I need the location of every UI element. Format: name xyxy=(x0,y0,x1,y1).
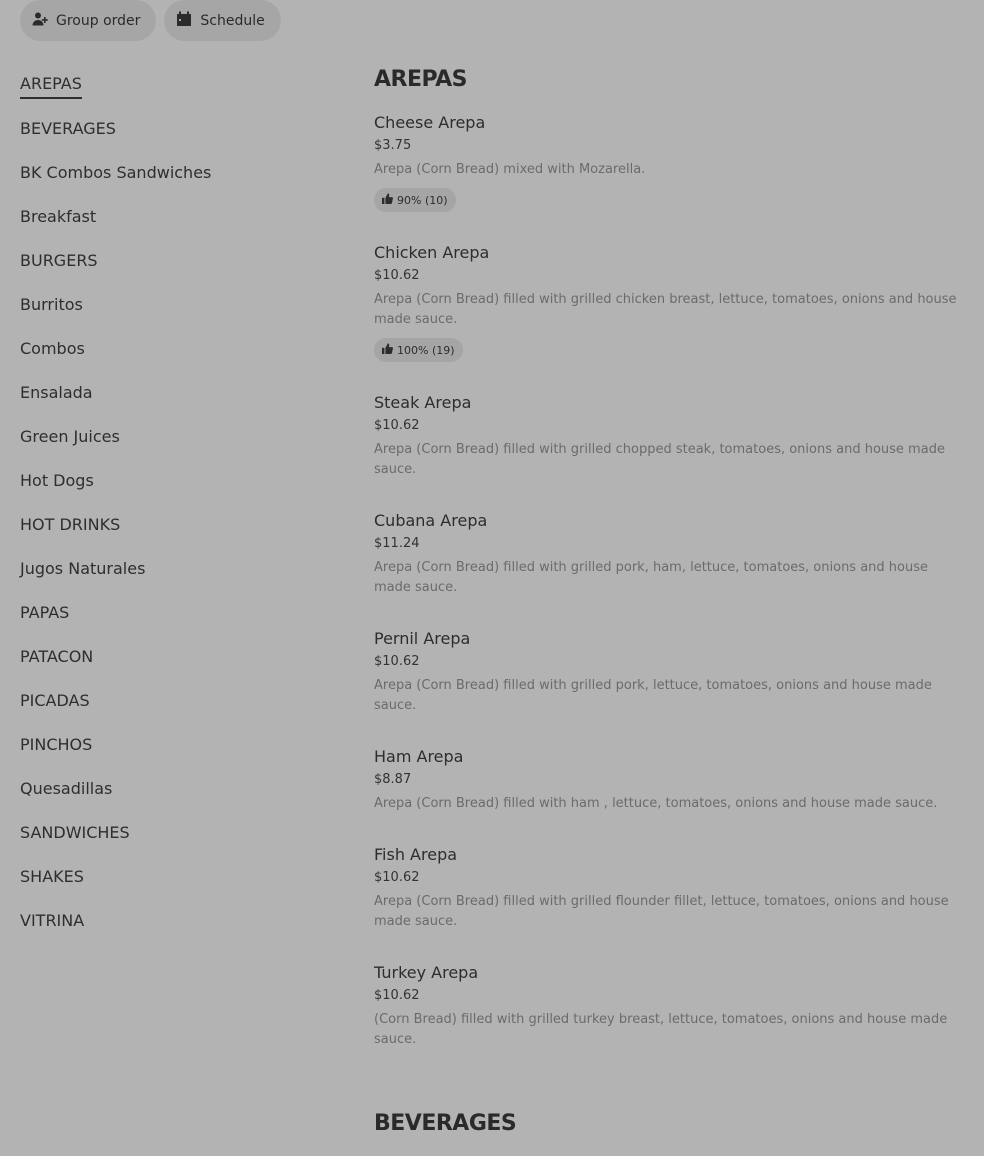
sidebar-item-jugos-naturales[interactable] xyxy=(20,546,340,590)
sidebar-item-label: Ensalada xyxy=(20,382,93,402)
menu-item[interactable] xyxy=(374,746,964,814)
sidebar-item-label: BURGERS xyxy=(20,250,98,270)
sidebar-item-label: Green Juices xyxy=(20,426,120,446)
sidebar-item-label: VITRINA xyxy=(20,910,85,930)
sidebar-item-bk-combos-sandwiches[interactable] xyxy=(20,150,340,194)
schedule-label: Schedule xyxy=(200,12,265,29)
item-description: (Corn Bread) filled with grilled turkey breast, lettuce, tomatoes, onions and house made sauce. xyxy=(374,1012,948,1047)
sidebar-item-combos[interactable] xyxy=(20,326,340,370)
sidebar-item-label: Hot Dogs xyxy=(20,470,94,490)
item-price: $11.24 xyxy=(374,536,420,551)
sidebar-item-label: BK Combos Sandwiches xyxy=(20,162,212,182)
sidebar-item-vitrina[interactable] xyxy=(20,898,340,942)
item-description: Arepa (Corn Bread) filled with grilled chopped steak, tomatoes, onions and house made sauce. xyxy=(374,442,945,477)
sidebar-item-label: SHAKES xyxy=(20,866,84,886)
item-name: Cheese Arepa xyxy=(374,113,486,132)
sidebar-item-label: SANDWICHES xyxy=(20,822,130,842)
sidebar-item-ensalada[interactable] xyxy=(20,370,340,414)
sidebar-item-shakes[interactable] xyxy=(20,854,340,898)
sidebar-item-arepas[interactable] xyxy=(20,62,340,106)
item-name: Ham Arepa xyxy=(374,747,464,766)
item-price: $10.62 xyxy=(374,870,420,885)
sidebar-item-patacon[interactable] xyxy=(20,634,340,678)
menu-content xyxy=(374,64,964,1156)
item-name: Cubana Arepa xyxy=(374,511,488,530)
menu-item[interactable] xyxy=(374,112,964,212)
sidebar-item-label: AREPAS xyxy=(20,70,82,99)
sidebar-item-label: PINCHOS xyxy=(20,734,93,754)
item-name: Steak Arepa xyxy=(374,393,472,412)
sidebar-item-label: Breakfast xyxy=(20,206,97,226)
item-name: Fish Arepa xyxy=(374,845,458,864)
menu-item[interactable] xyxy=(374,844,964,932)
person-add-icon xyxy=(32,11,48,31)
menu-item[interactable] xyxy=(374,628,964,716)
sidebar-item-label: Jugos Naturales xyxy=(20,558,146,578)
sidebar-item-picadas[interactable] xyxy=(20,678,340,722)
schedule-button[interactable] xyxy=(164,0,280,41)
rating-badge xyxy=(374,188,456,212)
sidebar-item-label: BEVERAGES xyxy=(20,118,116,138)
sidebar-item-hot-drinks[interactable] xyxy=(20,502,340,546)
thumbs-up-icon xyxy=(382,193,393,207)
item-price: $3.75 xyxy=(374,138,412,153)
rating-badge xyxy=(374,338,463,362)
sidebar-item-burgers[interactable] xyxy=(20,238,340,282)
section-title-beverages: BEVERAGES xyxy=(374,1111,517,1136)
sidebar-item-hot-dogs[interactable] xyxy=(20,458,340,502)
sidebar-item-breakfast[interactable] xyxy=(20,194,340,238)
group-order-label: Group order xyxy=(56,12,141,29)
menu-item[interactable] xyxy=(374,962,964,1050)
item-description: Arepa (Corn Bread) filled with ham , lettuce, tomatoes, onions and house made sauce. xyxy=(374,796,938,811)
sidebar-item-burritos[interactable] xyxy=(20,282,340,326)
item-price: $10.62 xyxy=(374,418,420,433)
calendar-icon xyxy=(176,11,192,31)
item-name: Turkey Arepa xyxy=(374,963,479,982)
category-sidebar xyxy=(20,62,340,942)
rating-text: 100% (19) xyxy=(397,343,455,357)
item-price: $10.62 xyxy=(374,654,420,669)
sidebar-item-sandwiches[interactable] xyxy=(20,810,340,854)
item-price: $10.62 xyxy=(374,268,420,283)
sidebar-item-label: HOT DRINKS xyxy=(20,514,121,534)
item-description: Arepa (Corn Bread) filled with grilled pork, lettuce, tomatoes, onions and house made sauce. xyxy=(374,678,932,713)
thumbs-up-icon xyxy=(382,343,393,357)
sidebar-item-label: Quesadillas xyxy=(20,778,113,798)
sidebar-item-pinchos[interactable] xyxy=(20,722,340,766)
item-description: Arepa (Corn Bread) filled with grilled chicken breast, lettuce, tomatoes, onions and house made sauce. xyxy=(374,292,957,327)
menu-item[interactable] xyxy=(374,392,964,480)
group-order-button[interactable] xyxy=(20,0,156,41)
sidebar-item-green-juices[interactable] xyxy=(20,414,340,458)
item-description: Arepa (Corn Bread) filled with grilled pork, ham, lettuce, tomatoes, onions and house made sauce. xyxy=(374,560,929,595)
sidebar-item-quesadillas[interactable] xyxy=(20,766,340,810)
sidebar-item-label: PAPAS xyxy=(20,602,70,622)
sidebar-item-label: Burritos xyxy=(20,294,83,314)
sidebar-item-label: PICADAS xyxy=(20,690,90,710)
section-title: AREPAS xyxy=(374,67,467,92)
item-name: Pernil Arepa xyxy=(374,629,471,648)
menu-item[interactable] xyxy=(374,242,964,362)
sidebar-item-papas[interactable] xyxy=(20,590,340,634)
rating-text: 90% (10) xyxy=(397,193,448,207)
item-name: Chicken Arepa xyxy=(374,243,490,262)
sidebar-item-label: Combos xyxy=(20,338,85,358)
menu-item[interactable] xyxy=(374,510,964,598)
item-description: Arepa (Corn Bread) mixed with Mozarella. xyxy=(374,162,646,177)
item-price: $8.87 xyxy=(374,772,412,787)
sidebar-item-beverages[interactable] xyxy=(20,106,340,150)
item-price: $10.62 xyxy=(374,988,420,1003)
order-options-bar xyxy=(20,0,281,41)
item-description: Arepa (Corn Bread) filled with grilled flounder fillet, lettuce, tomatoes, onions and house made sauce. xyxy=(374,894,949,929)
sidebar-item-label: PATACON xyxy=(20,646,94,666)
